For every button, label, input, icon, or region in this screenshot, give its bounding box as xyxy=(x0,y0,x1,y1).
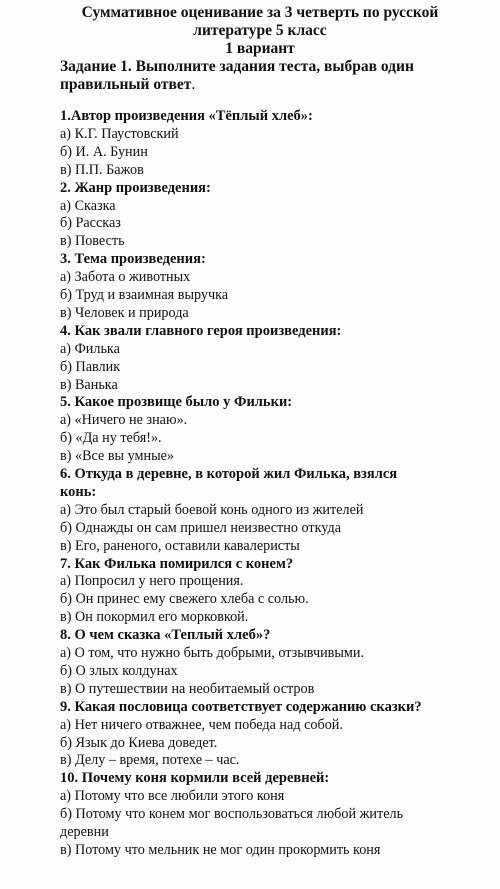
answer-option: в) Человек и природа xyxy=(60,304,189,321)
answer-option: б) Павлик xyxy=(60,358,121,375)
answer-option: а) Сказка xyxy=(60,197,116,214)
question-text: 5. Какое прозвище было у Фильки: xyxy=(60,394,293,411)
question-text: 6. Откуда в деревне, в которой жил Филька, взялся xyxy=(60,466,398,482)
answer-option: а) «Ничего не знаю». xyxy=(60,412,188,429)
task-line-1: Задание 1. Выполните задания теста, выбрав один xyxy=(60,58,414,75)
question-text: 3. Тема произведения: xyxy=(60,251,206,268)
variant-label: 1 вариант xyxy=(225,40,295,57)
task-line-2-end: . xyxy=(191,76,196,93)
question-text: 10. Почему коня кормили всей деревней: xyxy=(60,770,330,787)
answer-option: а) Потому что все любили этого коня xyxy=(60,788,285,805)
answer-option: б) Потому что конем мог воспользоваться любой житель xyxy=(60,806,404,823)
header-line-2: литературе 5 класс xyxy=(193,22,327,39)
answer-option: в) «Все вы умные» xyxy=(60,448,175,465)
answer-option: в) Потому что мельник не мог один прокормить коня xyxy=(60,841,381,858)
question-text: 2. Жанр произведения: xyxy=(60,179,211,196)
answer-option: а) Попросил у него прощения. xyxy=(60,573,244,590)
answer-option: б) И. А. Бунин xyxy=(60,143,148,160)
answer-option: в) Ванька xyxy=(60,376,118,393)
question-text: 8. О чем сказка «Теплый хлеб»? xyxy=(60,627,271,644)
answer-option: б) Однажды он сам пришел неизвестно откуда xyxy=(60,519,342,536)
answer-option: б) «Да ну тебя!». xyxy=(60,430,162,447)
answer-option: а) Забота о животных xyxy=(60,269,191,286)
question-text: 9. Какая пословица соответствует содержанию сказки? xyxy=(60,698,422,715)
answer-option: б) Он принес ему свежего хлеба с солью. xyxy=(60,591,309,608)
question-text: 1.Автор произведения «Тёплый хлеб»: xyxy=(60,108,313,124)
answer-option: б) Труд и взаимная выручка xyxy=(60,287,229,303)
answer-option: в) О путешествии на необитаемый остров xyxy=(60,680,315,697)
answer-option: б) Язык до Киева доведет. xyxy=(60,734,218,751)
answer-option: деревни xyxy=(60,824,109,840)
header-line-1: Суммативное оценивание за 3 четверть по русской xyxy=(81,4,439,21)
question-text: 4. Как звали главного героя произведения: xyxy=(60,322,342,339)
answer-option: а) Филька xyxy=(60,340,120,357)
answer-option: а) О том, что нужно быть добрыми, отзывчивыми. xyxy=(60,645,365,661)
answer-option: б) Рассказ xyxy=(60,215,121,232)
question-text: конь: xyxy=(60,483,97,500)
answer-option: в) Он покормил его морковкой. xyxy=(60,609,249,626)
answer-option: в) Повесть xyxy=(60,233,125,250)
answer-option: в) Его, раненого, оставили кавалеристы xyxy=(60,537,300,554)
answer-option: а) К.Г. Паустовский xyxy=(60,125,179,142)
task-line-2-bold: правильный ответ xyxy=(60,76,192,93)
answer-option: б) О злых колдунах xyxy=(60,662,178,679)
answer-option: а) Это был старый боевой конь одного из жителей xyxy=(60,501,364,518)
answer-option: в) Делу – время, потехе – час. xyxy=(60,752,240,769)
answer-option: в) П.П. Бажов xyxy=(60,161,144,178)
question-text: 7. Как Филька помирился с конем? xyxy=(60,555,294,572)
answer-option: а) Нет ничего отважнее, чем победа над собой. xyxy=(60,716,343,733)
task-line-2 xyxy=(60,76,480,94)
